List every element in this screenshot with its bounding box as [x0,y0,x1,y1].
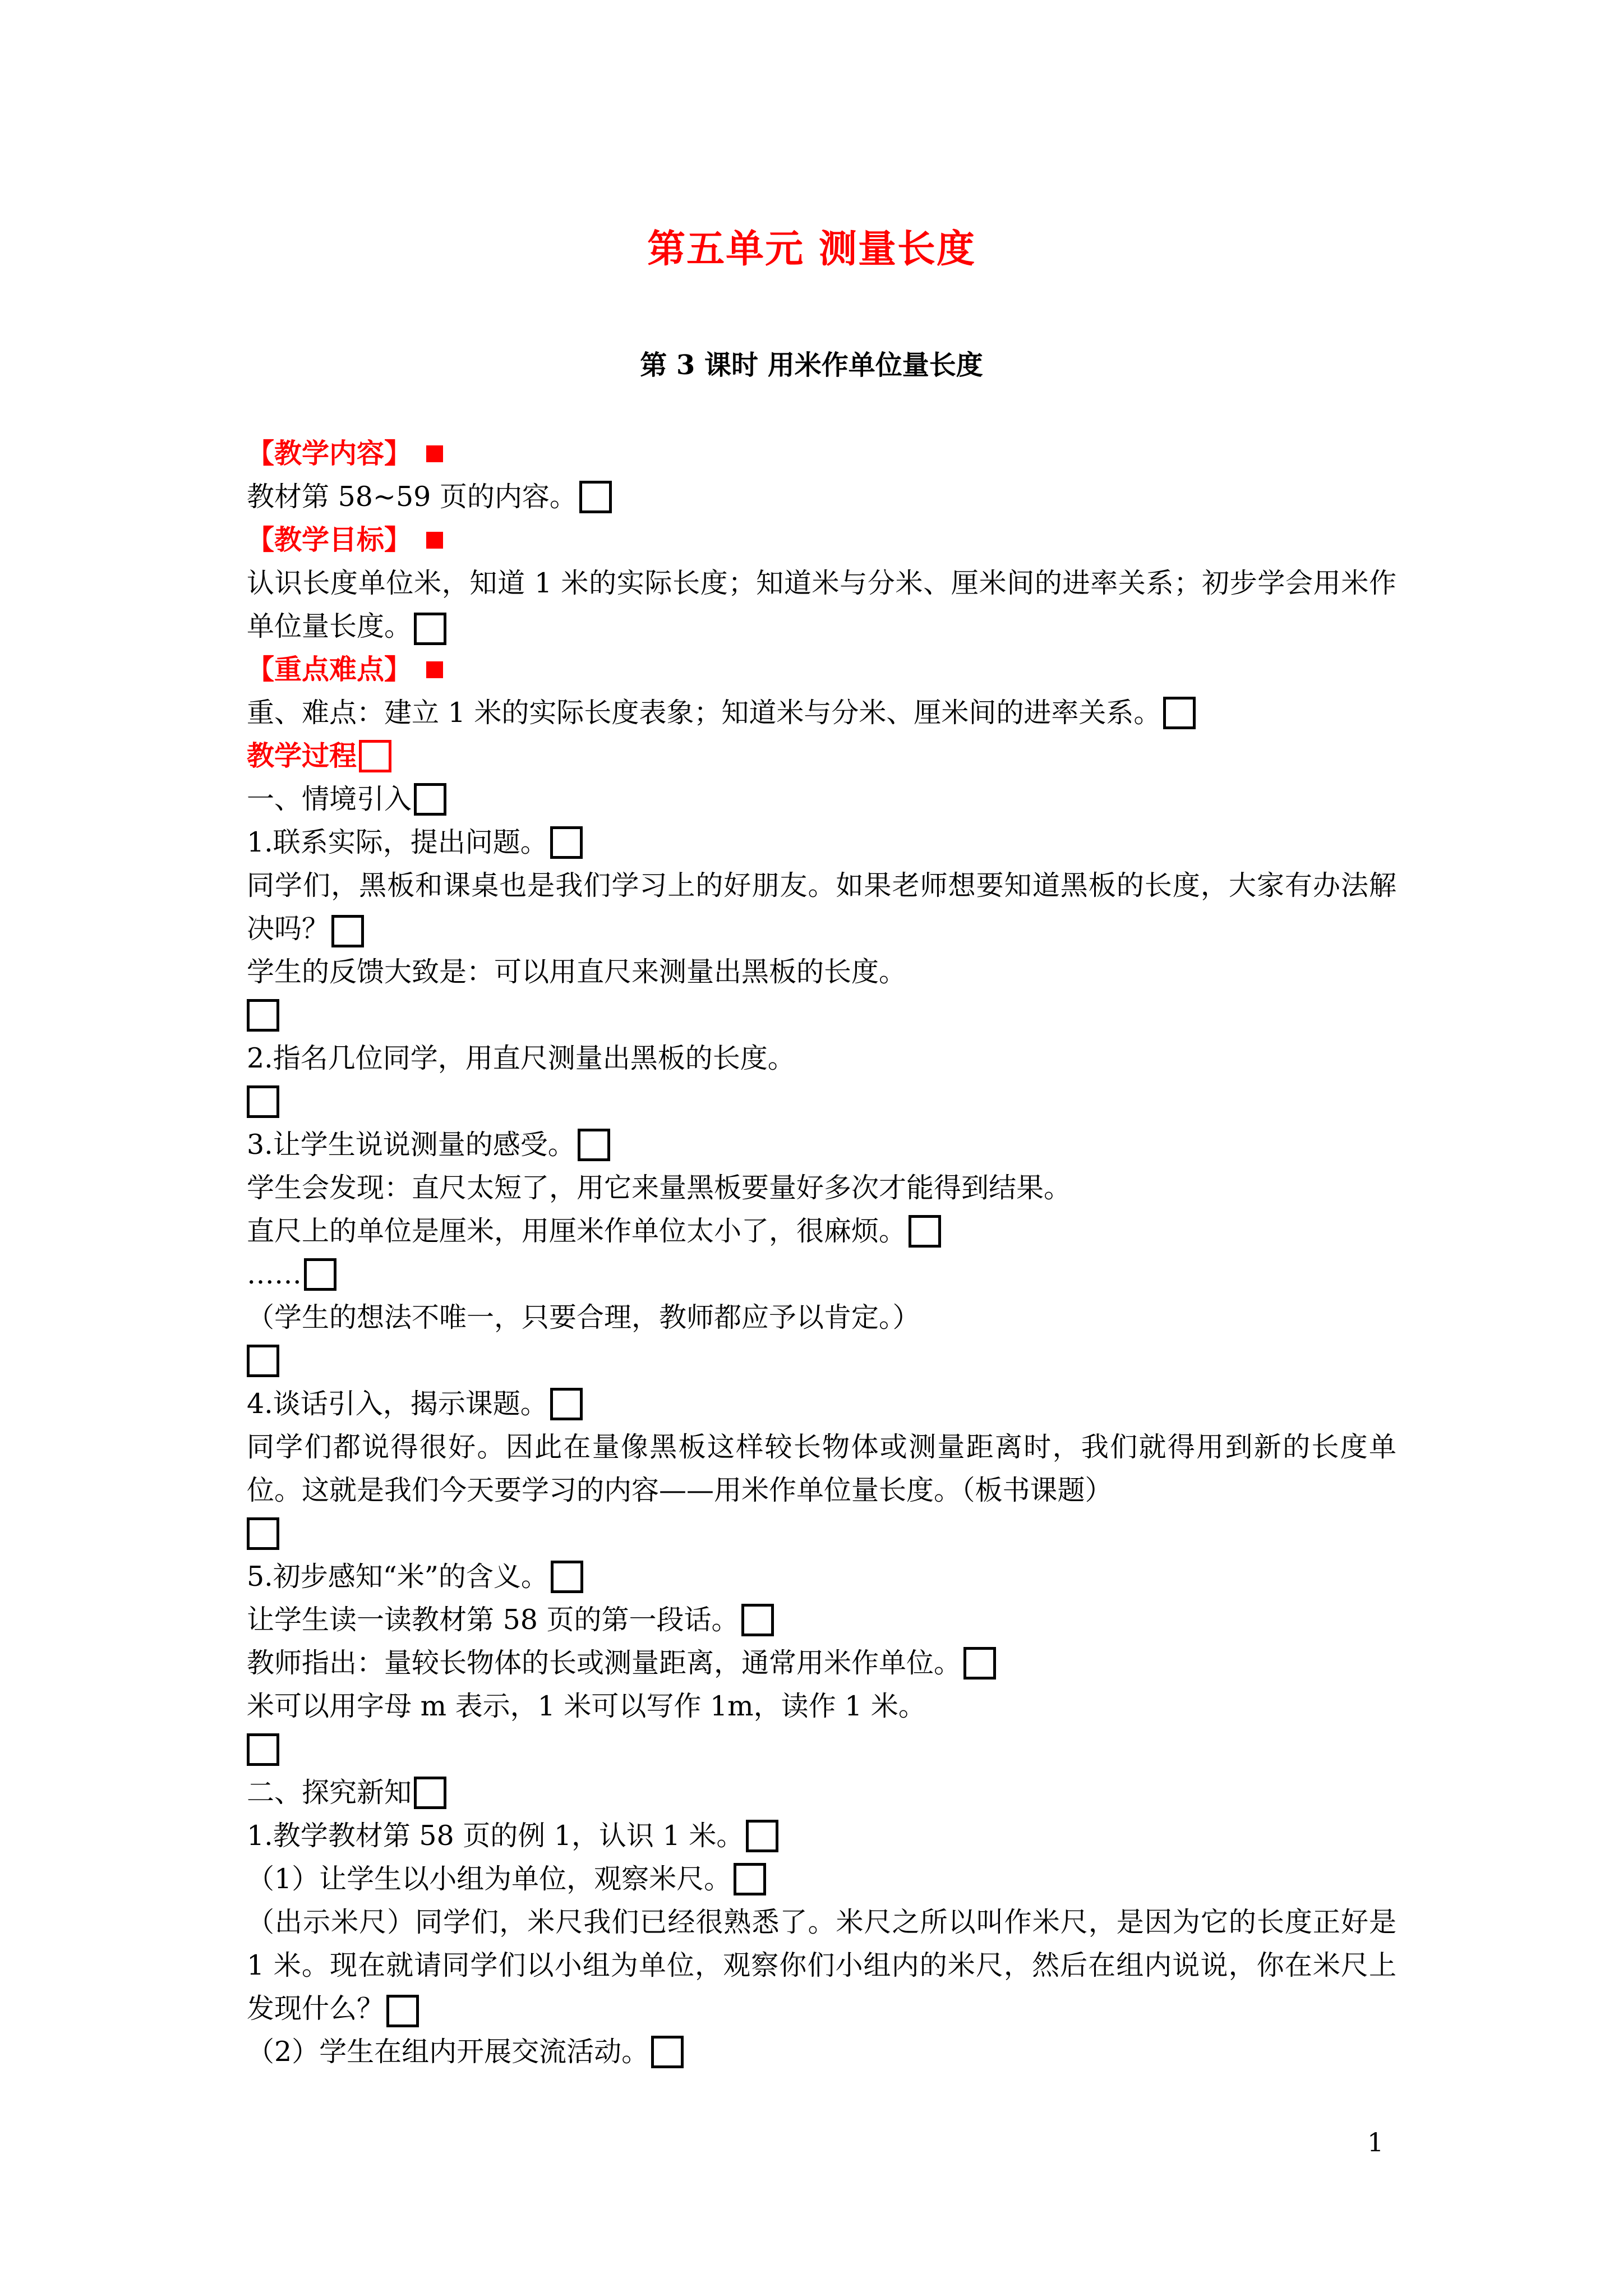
paragraph-line [247,821,1396,864]
paragraph-line [247,777,1396,821]
line-text: 教师指出：量较长物体的长或测量距离，通常用米作单位。 [247,1647,962,1679]
paragraph-line [247,1857,1396,1901]
line-text: 同学们，黑板和课桌也是我们学习上的好朋友。如果老师想要知道黑板的长度，大家有办法解决吗？ [247,869,1396,945]
checkbox-icon [746,1820,778,1852]
line-text: …… [247,1258,302,1290]
line-text: 1.联系实际，提出问题。 [247,826,548,858]
empty-box-line [247,1728,1396,1771]
line-text: 认识长度单位米，知道 1 米的实际长度；知道米与分米、厘米间的进率关系；初步学会用米作单位量长度。 [247,567,1396,642]
line-text: 学生的反馈大致是：可以用直尺来测量出黑板的长度。 [247,956,907,988]
paragraph-line [247,1253,1396,1296]
empty-box-line [247,993,1396,1037]
empty-box-line [247,1080,1396,1123]
checkbox-icon [247,1733,279,1766]
lesson-subtitle: 第 3 课时 用米作单位量长度 [640,349,983,381]
line-text: 1.教学教材第 58 页的例 1，认识 1 米。 [247,1820,744,1852]
checkbox-icon [651,2036,684,2068]
paragraph-line [247,691,1396,734]
checkbox-icon [963,1647,996,1680]
paragraph-line [247,1641,1396,1685]
paragraph-line [247,2030,1396,2073]
line-text: 让学生读一读教材第 58 页的第一段话。 [247,1604,739,1636]
paragraph-line [247,950,1396,993]
checkbox-icon [578,1129,610,1161]
paragraph-line [247,1382,1396,1425]
line-text: 教材第 58~59 页的内容。 [247,481,577,513]
checkbox-icon [414,1777,446,1809]
document-body [247,432,1396,2073]
paragraph-line [247,1598,1396,1641]
red-square-icon [426,532,443,549]
checkbox-icon [414,783,446,816]
line-text: （1）让学生以小组为单位，观察米尺。 [247,1863,732,1895]
red-square-icon [426,661,443,678]
line-text: 米可以用字母 m 表示，1 米可以写作 1m，读作 1 米。 [247,1690,926,1722]
paragraph-line [247,1555,1396,1598]
empty-box-line [247,1339,1396,1382]
section-heading [247,432,1396,475]
checkbox-icon [247,1085,279,1118]
paragraph-line [247,1814,1396,1857]
line-text: 4.谈话引入，揭示课题。 [247,1388,548,1420]
line-text: 2.指名几位同学，用直尺测量出黑板的长度。 [247,1042,795,1074]
paragraph-line [247,1166,1396,1209]
line-text: 3.让学生说说测量的感受。 [247,1129,575,1161]
line-text: 【教学内容】 [247,437,412,470]
checkbox-icon [550,1388,583,1420]
checkbox-icon [1163,697,1196,729]
line-text: 【教学目标】 [247,523,412,556]
section-heading [247,648,1396,691]
line-text: 直尺上的单位是厘米，用厘米作单位太小了，很麻烦。 [247,1215,907,1247]
paragraph-line [247,1209,1396,1253]
checkbox-icon [304,1258,336,1291]
line-text: 【重点难点】 [247,653,412,685]
checkbox-icon [734,1863,766,1895]
line-text: 重、难点：建立 1 米的实际长度表象；知道米与分米、厘米间的进率关系。 [247,697,1161,729]
checkbox-icon [909,1215,941,1248]
checkbox-icon [550,826,583,859]
checkbox-icon [414,613,446,645]
checkbox-icon [551,1561,583,1593]
paragraph-line [247,562,1396,648]
line-text: 教学过程 [247,739,357,772]
red-square-icon [426,445,443,462]
paragraph-line [247,1771,1396,1814]
paragraph-line [247,1123,1396,1166]
checkbox-icon [247,999,279,1032]
checkbox-icon [247,1517,279,1550]
checkbox-icon [386,1995,419,2027]
paragraph-line [247,475,1396,518]
section-heading [247,734,1396,777]
empty-box-line [247,1512,1396,1555]
section-heading [247,518,1396,562]
line-text: （学生的想法不唯一，只要合理，教师都应予以肯定。） [247,1301,920,1333]
paragraph-line [247,1901,1396,2030]
page-number: 1 [1367,2127,1384,2157]
paragraph-line [247,1037,1396,1080]
checkbox-icon [579,481,612,513]
line-text: 二、探究新知 [247,1777,412,1809]
checkbox-icon [331,915,364,947]
line-text: （出示米尺）同学们，米尺我们已经很熟悉了。米尺之所以叫作米尺，是因为它的长度正好是 1 米。现在就请同学们以小组为单位，观察你们小组内的米尺，然后在组内说说，你在米尺上发现什么？ [247,1906,1396,2024]
checkbox-icon [741,1604,774,1636]
line-text: 学生会发现：直尺太短了，用它来量黑板要量好多次才能得到结果。 [247,1172,1072,1204]
paragraph-line [247,1425,1396,1512]
document-title: 第五单元 测量长度 [647,227,976,272]
line-text: 5.初步感知“米”的含义。 [247,1561,548,1593]
line-text: 一、情境引入 [247,783,412,815]
paragraph-line [247,1685,1396,1728]
line-text: 同学们都说得很好。因此在量像黑板这样较长物体或测量距离时，我们就得用到新的长度单位。这就是我们今天要学习的内容——用米作单位量长度。（板书课题） [247,1431,1396,1506]
line-text: （2）学生在组内开展交流活动。 [247,2036,649,2068]
checkbox-icon [359,740,391,772]
checkbox-icon [247,1345,279,1377]
paragraph-line [247,1296,1396,1339]
paragraph-line [247,864,1396,950]
